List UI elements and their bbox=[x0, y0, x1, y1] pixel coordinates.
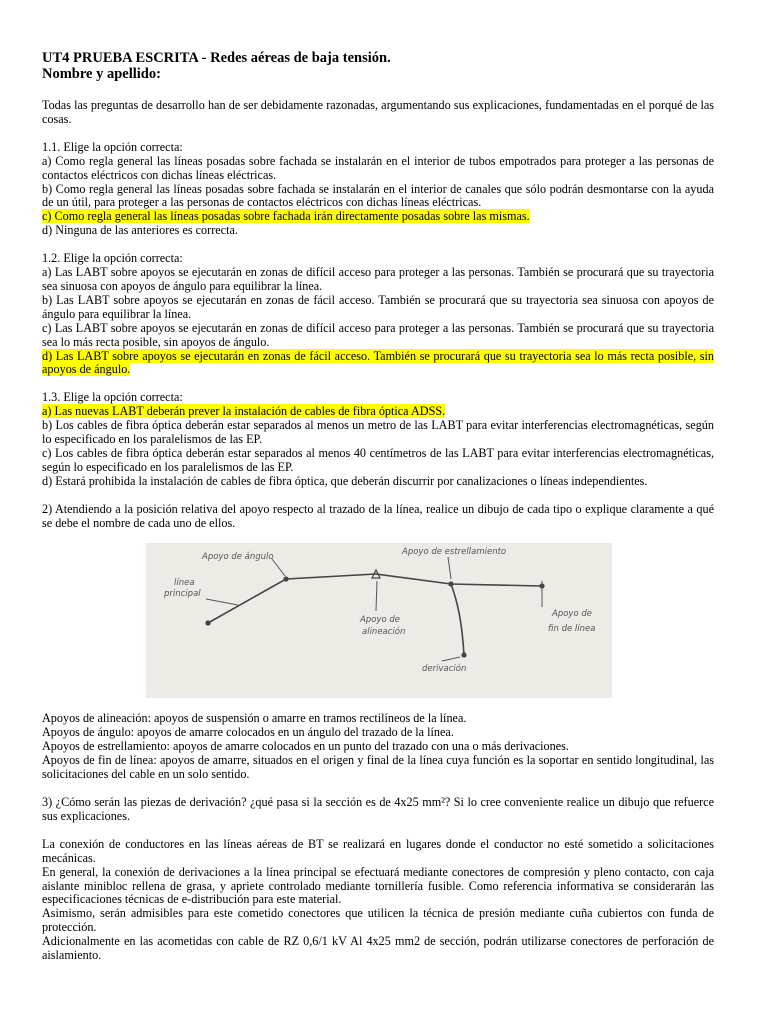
main-line-arrow bbox=[206, 599, 238, 605]
q5-heading: 3) ¿Cómo serán las piezas de derivación? ¿qué pasa si la sección es de 4x25 mm²? Si lo cree conveniente realice un dibujo que refuerce sus explicaciones. bbox=[42, 795, 714, 823]
q4-answer-alignment: Apoyos de alineación: apoyos de suspensión o amarre en tramos rectilíneos de la línea. bbox=[42, 711, 467, 726]
q4-answer-angle: Apoyos de ángulo: apoyos de amarre colocados en un ángulo del trazado de la línea. bbox=[42, 725, 454, 740]
q1-option-a: a) Como regla general las líneas posadas sobre fachada se instalarán en el interior de tubos empotrados para proteger a las personas de contactos eléctricos con dichas líneas eléctricas. bbox=[42, 153, 714, 182]
q5-answer-3: Asimismo, serán admisibles para este cometido conectores que utilicen la técnica de presión mediante cuña cubiertos con funda de protección. bbox=[42, 906, 714, 935]
branch-arrow bbox=[448, 557, 451, 579]
label-main-line-1: línea bbox=[174, 578, 195, 589]
label-end-2: fin de línea bbox=[548, 624, 596, 635]
derivation-end-support bbox=[461, 653, 466, 658]
q2-option-a: a) Las LABT sobre apoyos se ejecutarán en zonas de difícil acceso para proteger a las personas. También se procurará que su trayectoria sea sinuosa con apoyos de ángulo para equilibrar la línea. bbox=[42, 265, 714, 293]
support-types-sketch bbox=[146, 543, 612, 698]
q5-answer-4: Adicionalmente en las acometidas con cable de RZ 0,6/1 kV Al 4x25 mm2 de sección, podrán utilizarse conectores de perforación de aislamiento. bbox=[42, 934, 714, 963]
start-support bbox=[205, 621, 210, 626]
q3-heading: 1.3. Elige la opción correcta: bbox=[42, 390, 183, 405]
q3-option-b: b) Los cables de fibra óptica deberán estar separados al menos un metro de las LABT para evitar interferencias electromagnéticas, según lo especificado en los paralelismos de las EP. bbox=[42, 418, 714, 447]
q3-option-c: c) Los cables de fibra óptica deberán estar separados al menos 40 centímetros de las LABT para evitar interferencias electromagnéticas, según lo especificado en los paralelismos de las EP. bbox=[42, 445, 714, 474]
q2-heading: 1.2. Elige la opción correcta: bbox=[42, 251, 183, 266]
label-alignment-2: alineación bbox=[362, 627, 406, 638]
label-angle: Apoyo de ángulo bbox=[202, 552, 274, 563]
q2-option-b: b) Las LABT sobre apoyos se ejecutarán en zonas de fácil acceso. También se procurará que su trayectoria sea sinuosa con apoyos de ángulo para equilibrar la línea. bbox=[42, 292, 714, 321]
label-alignment-1: Apoyo de bbox=[360, 615, 400, 626]
label-derivation: derivación bbox=[422, 664, 467, 675]
q4-answer-end: Apoyos de fin de línea: apoyos de amarre, situados en el origen y final de la línea cuya función es la soportar en sentido longitudinal, las solicitaciones del cable en un solo sentido. bbox=[42, 753, 714, 782]
q3-option-d: d) Estará prohibida la instalación de cables de fibra óptica, que deberán discurrir por canalizaciones o líneas independientes. bbox=[42, 473, 648, 488]
q5-answer-2: En general, la conexión de derivaciones a la línea principal se efectuará mediante conectores de compresión y pleno contacto, con caja aislante minibloc rellena de grasa, y apriete controlado mediante tornillería fusible. Como referencia informativa se considerarán las especificaciones técnicas de e-distribución para este material. bbox=[42, 864, 714, 907]
document-title: UT4 PRUEBA ESCRITA - Redes aéreas de baja tensión. bbox=[42, 50, 391, 66]
q2-option-c: c) Las LABT sobre apoyos se ejecutarán en zonas de difícil acceso para proteger a las personas. También se procurará que su trayectoria sea lo más recta posible, sin apoyos de ángulo. bbox=[42, 320, 714, 349]
label-branch: Apoyo de estrellamiento bbox=[402, 547, 507, 558]
label-main-line-2: principal bbox=[164, 589, 201, 600]
q3-option-a-highlight: a) Las nuevas LABT deberán prever la instalación de cables de fibra óptica ADSS. bbox=[42, 404, 446, 419]
q1-option-d: d) Ninguna de las anteriores es correcta. bbox=[42, 223, 238, 238]
q2-option-d-highlight: d) Las LABT sobre apoyos se ejecutarán en zonas de fácil acceso. También se procurará que su trayectoria sea lo más recta posible, sin apoyos de ángulo. bbox=[42, 348, 714, 377]
q4-answer-branch: Apoyos de estrellamiento: apoyos de amarre colocados en un punto del trazado con una o más derivaciones. bbox=[42, 739, 569, 754]
q1-option-c-highlight: c) Como regla general las líneas posadas sobre fachada irán directamente posadas sobre las mismas. bbox=[42, 209, 530, 224]
q4-heading: 2) Atendiendo a la posición relativa del apoyo respecto al trazado de la línea, realice un dibujo de cada tipo o explique claramente a qué se debe el nombre de cada uno de ellos. bbox=[42, 501, 714, 530]
branch-support bbox=[448, 582, 453, 587]
derivation-line bbox=[451, 584, 464, 655]
angle-support bbox=[283, 577, 288, 582]
q1-option-c bbox=[42, 210, 714, 224]
q1-heading: 1.1. Elige la opción correcta: bbox=[42, 139, 183, 154]
derivation-arrow bbox=[442, 657, 460, 661]
label-end-1: Apoyo de bbox=[552, 609, 592, 620]
q3-option-a bbox=[42, 405, 714, 419]
intro-text: Todas las preguntas de desarrollo han de ser debidamente razonadas, argumentando sus explicaciones, fundamentadas en el porqué de las cosas. bbox=[42, 98, 714, 126]
q1-option-b: b) Como regla general las líneas posadas sobre fachada se instalarán en el interior de canales que sólo podrán desmontarse con la ayuda de un útil, para proteger a las personas de contactos eléctricos con dichas líneas eléctricas. bbox=[42, 181, 714, 210]
q5-answer-1: La conexión de conductores en las líneas aéreas de BT se realizará en lugares donde el conductor no esté sometido a solicitaciones mecánicas. bbox=[42, 836, 714, 865]
sketch-drawing bbox=[146, 543, 612, 698]
alignment-arrow bbox=[376, 581, 377, 611]
angle-arrow bbox=[272, 559, 285, 576]
q2-option-d bbox=[42, 350, 714, 378]
name-label: Nombre y apellido: bbox=[42, 66, 161, 82]
